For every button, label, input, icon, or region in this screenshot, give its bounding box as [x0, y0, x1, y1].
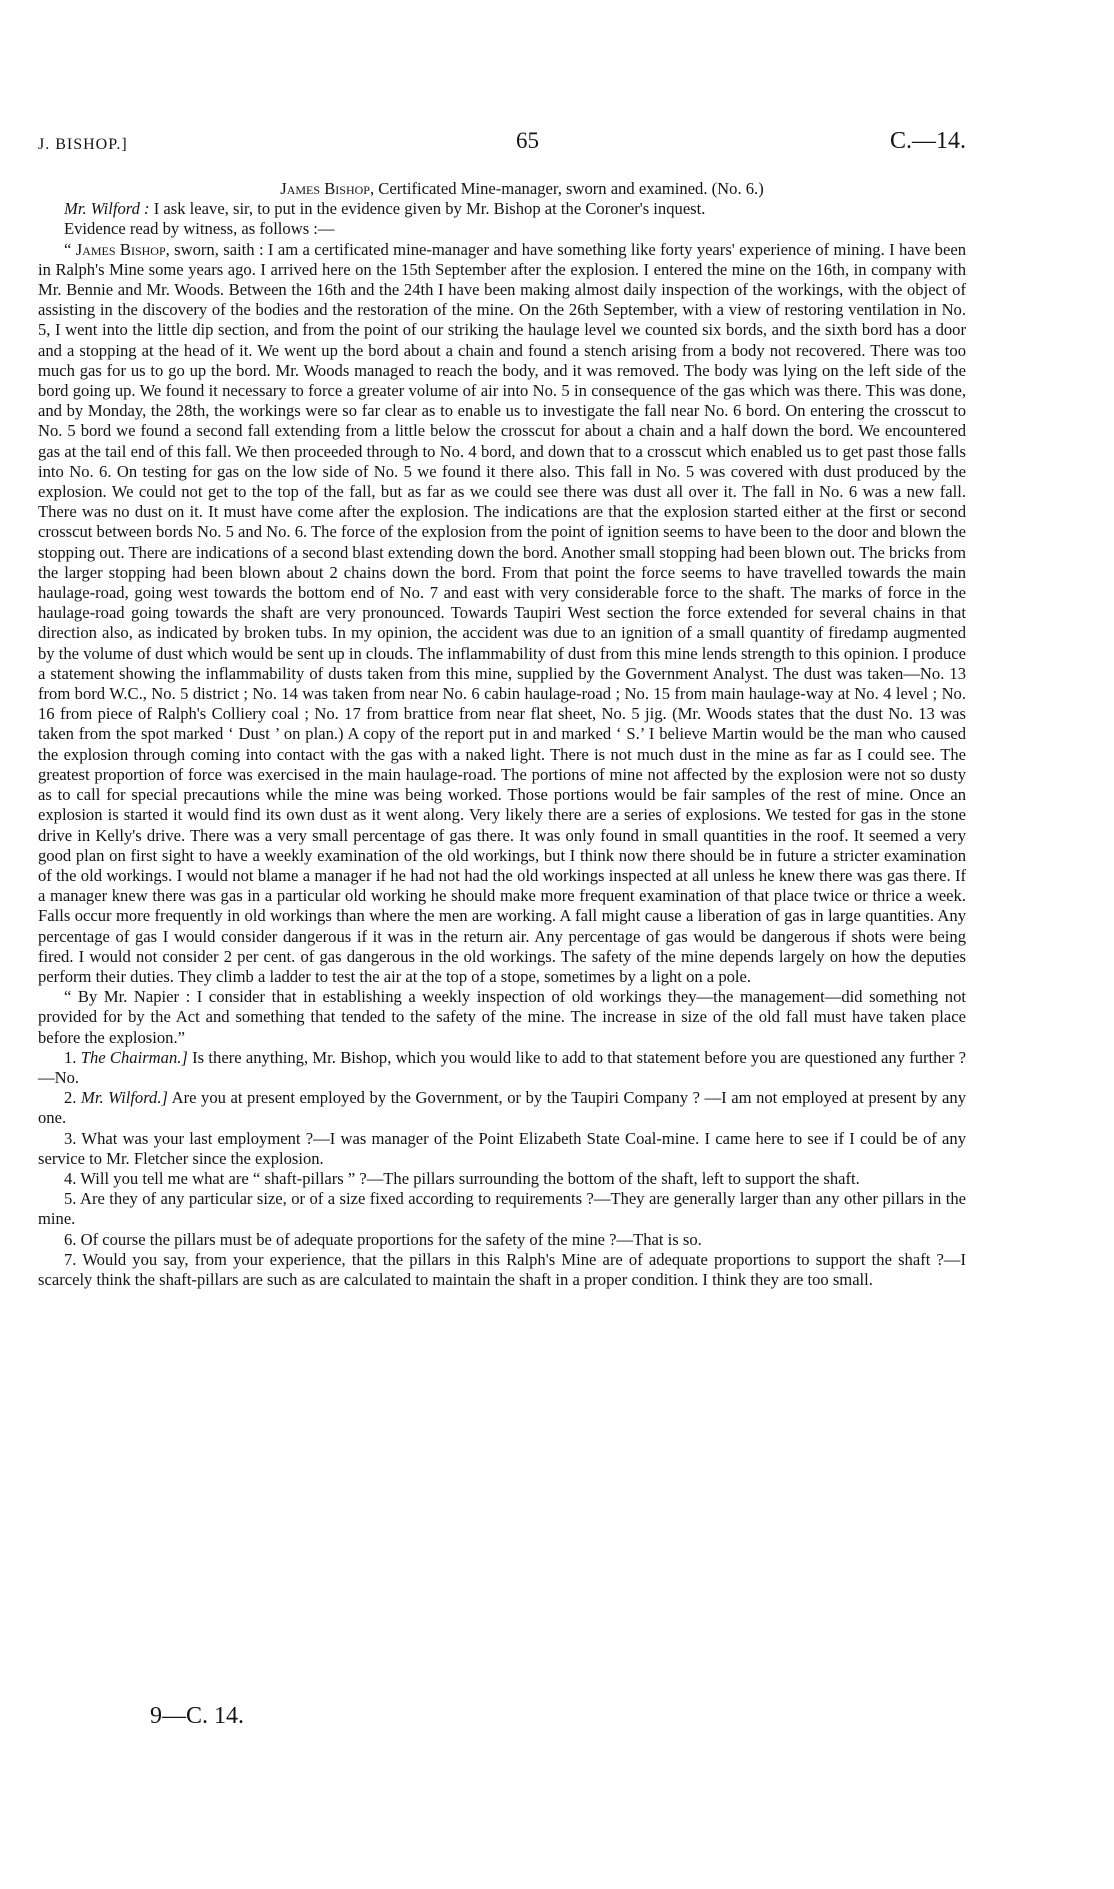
qa-text: Is there anything, Mr. Bishop, which you would like to add to that statement before you are questioned any further ?—No.	[38, 1047, 967, 1087]
witness-name: James Bishop	[280, 179, 370, 198]
qa-text: Are they of any particular size, or of a size fixed according to requirements ?—They are generally larger than any other pillars in the mine.	[38, 1189, 966, 1229]
intro-paragraph	[38, 199, 966, 219]
witness-title	[38, 179, 966, 199]
inquest-name: James Bishop	[75, 239, 166, 259]
qa-item	[38, 1129, 966, 1169]
witness-title-rest: , Certificated Mine-manager, sworn and examined. (No. 6.)	[369, 179, 764, 198]
inquest-open-quote: “	[64, 239, 76, 259]
qa-item	[38, 1048, 966, 1088]
qa-item	[38, 1250, 966, 1290]
page-header	[38, 128, 966, 162]
qa-item	[38, 1230, 966, 1250]
qa-number: 1.	[64, 1047, 77, 1067]
document-reference: C.—14.	[889, 128, 966, 154]
qa-number: 5.	[64, 1189, 77, 1209]
napier-statement: “ By Mr. Napier : I consider that in establishing a weekly inspection of old workings they—the management—did something not provided for by the Act and something that tended to the safety of the mine. The increase in size of the old fall must have taken place before the explosion.”	[38, 987, 966, 1047]
qa-item	[38, 1169, 966, 1189]
qa-item	[38, 1189, 966, 1229]
intro-speaker: Mr. Wilford :	[64, 199, 150, 219]
qa-number: 2.	[64, 1088, 77, 1108]
header-witness: J. BISHOP.]	[38, 136, 128, 153]
qa-number: 3.	[64, 1128, 77, 1148]
intro-text: I ask leave, sir, to put in the evidence given by Mr. Bishop at the Coroner's inquest.	[149, 199, 706, 219]
qa-text: Are you at present employed by the Government, or by the Taupiri Company ? —I am not employed at present by any one.	[38, 1088, 966, 1128]
qa-number: 7.	[64, 1249, 77, 1269]
inquest-statement	[38, 240, 966, 988]
inquest-text: , sworn, saith : I am a certificated mine-manager and have something like forty years' experience of mining. I have been in Ralph's Mine some years ago. I arrived here on the 15th September after the explosion. I entered the mine on the 16th, in company with Mr. Bennie and Mr. Woods. Between the 16th and the 24th I have been making almost daily inspection of the workings, with the object of assisting in the discovery of the bodies and the restoration of the mine. On the 26th September, with a view of restoring ventilation in No. 5, I went into the little dip section, and from the point of our striking the haulage level we counted six bords, and the sixth bord has a door and a stopping at the head of it. We went up the bord about a chain and found a stench arising from a body not recovered. There was too much gas for us to go up the bord. Mr. Woods managed to reach the body, and it was removed. The body was lying on the left side of the bord going up. We found it necessary to force a greater volume of air into No. 5 in consequence of the gas which was there. This was done, and by Monday, the 28th, the workings were so far clear as to enable us to investigate the fall near No. 6 bord. On entering the crosscut to No. 5 bord we found a second fall extending from a little below the crosscut for about a chain and a half down the bord. We encountered gas at the tail end of this fall. We then proceeded through to No. 4 bord, and down that to a crosscut which enabled us to get past those falls into No. 6. On testing for gas on the low side of No. 5 we found it there also. This fall in No. 5 was covered with dust produced by the explosion. We could not get to the top of the fall, but as far as we could see there was dust all over it. The fall in No. 6 was a new fall. There was no dust on it. It must have come after the explosion. The indications are that the explosion started either at the first or second crosscut between bords No. 5 and No. 6. The force of the explosion from the point of ignition seems to have been to the door and blown the stopping out. There are indications of a second blast extending down the bord. Another small stopping had been blown out. The bricks from the larger stopping had been blown about 2 chains down the bord. From that point the force seems to have travelled towards the main haulage-road, going west towards the bottom end of No. 7 and east with very considerable force to the shaft. The marks of force in the haulage-road going towards the shaft are very pronounced. Towards Taupiri West section the force extended for several chains in that direction also, as indicated by broken tubs. In my opinion, the accident was due to an ignition of a small quantity of firedamp augmented by the volume of dust which would be sent up in clouds. The inflammability of dust from this mine lends strength to this opinion. I produce a statement showing the inflammability of dusts taken from this mine, supplied by the Government Analyst. The dust was taken—No. 13 from bord W.C., No. 5 district ; No. 14 was taken from near No. 6 cabin haulage-road ; No. 15 from main haulage-way at No. 4 level ; No. 16 from piece of Ralph's Colliery coal ; No. 17 from brattice from near flat sheet, No. 5 jig. (Mr. Woods states that the dust No. 13 was taken from the spot marked ‘ Dust ’ on plan.) A copy of the report put in and marked ‘ S.’ I believe Martin would be the man who caused the explosion through coming into contact with the gas with a naked light. There is not much dust in the mine as far as I could see. The greatest proportion of force was exercised in the main haulage-road. The portions of mine not affected by the explosion were not so dusty as to call for special precautions while the mine was being worked. Those portions would be fair samples of the rest of mine. Once an explosion is started it would find its own dust as it went along. Very likely there are a series of explosions. We tested for gas in the stone drive in Kelly's drive. There was a very small percentage of gas there. It was only found in small quantities in the roof. It seemed a very good plan on first sight to have a weekly examination of the old workings, but I think now there should be in future a stricter examination of the old workings. I would not blame a manager if he had not had the old workings inspected at all unless he knew there was gas there. If a manager knew there was gas in a particular old working he should make more frequent examination of that place twice or thrice a week. Falls occur more frequently in old workings than where the men are working. A fall might cause a liberation of gas in large quantities. Any percentage of gas I would consider dangerous if it was in the return air. Any percentage of gas would be dangerous if shots were being fired. I would not consider 2 per cent. of gas dangerous in the old workings. The safety of the mine depends largely on how the deputies perform their duties. They climb a ladder to test the air at the top of a stope, sometimes by a light on a pole.	[38, 239, 966, 986]
qa-text: Would you say, from your experience, that the pillars in this Ralph's Mine are of adequate proportions to support the shaft ?—I scarcely think the shaft-pillars are such as are calculated to maintain the shaft in a proper condition. I think they are too small.	[38, 1249, 966, 1289]
qa-speaker: The Chairman.]	[80, 1047, 188, 1067]
qa-text: What was your last employment ?—I was manager of the Point Elizabeth State Coal-mine. I came here to see if I could be of any service to Mr. Fletcher since the explosion.	[38, 1128, 966, 1168]
evidence-read-line: Evidence read by witness, as follows :—	[64, 219, 335, 239]
page-number: 65	[516, 128, 539, 153]
document-body	[38, 179, 966, 1290]
signature-mark: 9—C. 14.	[150, 1703, 245, 1729]
qa-number: 6.	[64, 1229, 77, 1249]
qa-text: Of course the pillars must be of adequate proportions for the safety of the mine ?—That is so.	[80, 1229, 702, 1249]
qa-text: Will you tell me what are “ shaft-pillars ” ?—The pillars surrounding the bottom of the shaft, left to support the shaft.	[80, 1168, 860, 1188]
qa-speaker: Mr. Wilford.]	[81, 1088, 168, 1108]
qa-number: 4.	[64, 1168, 77, 1188]
qa-item	[38, 1088, 966, 1128]
